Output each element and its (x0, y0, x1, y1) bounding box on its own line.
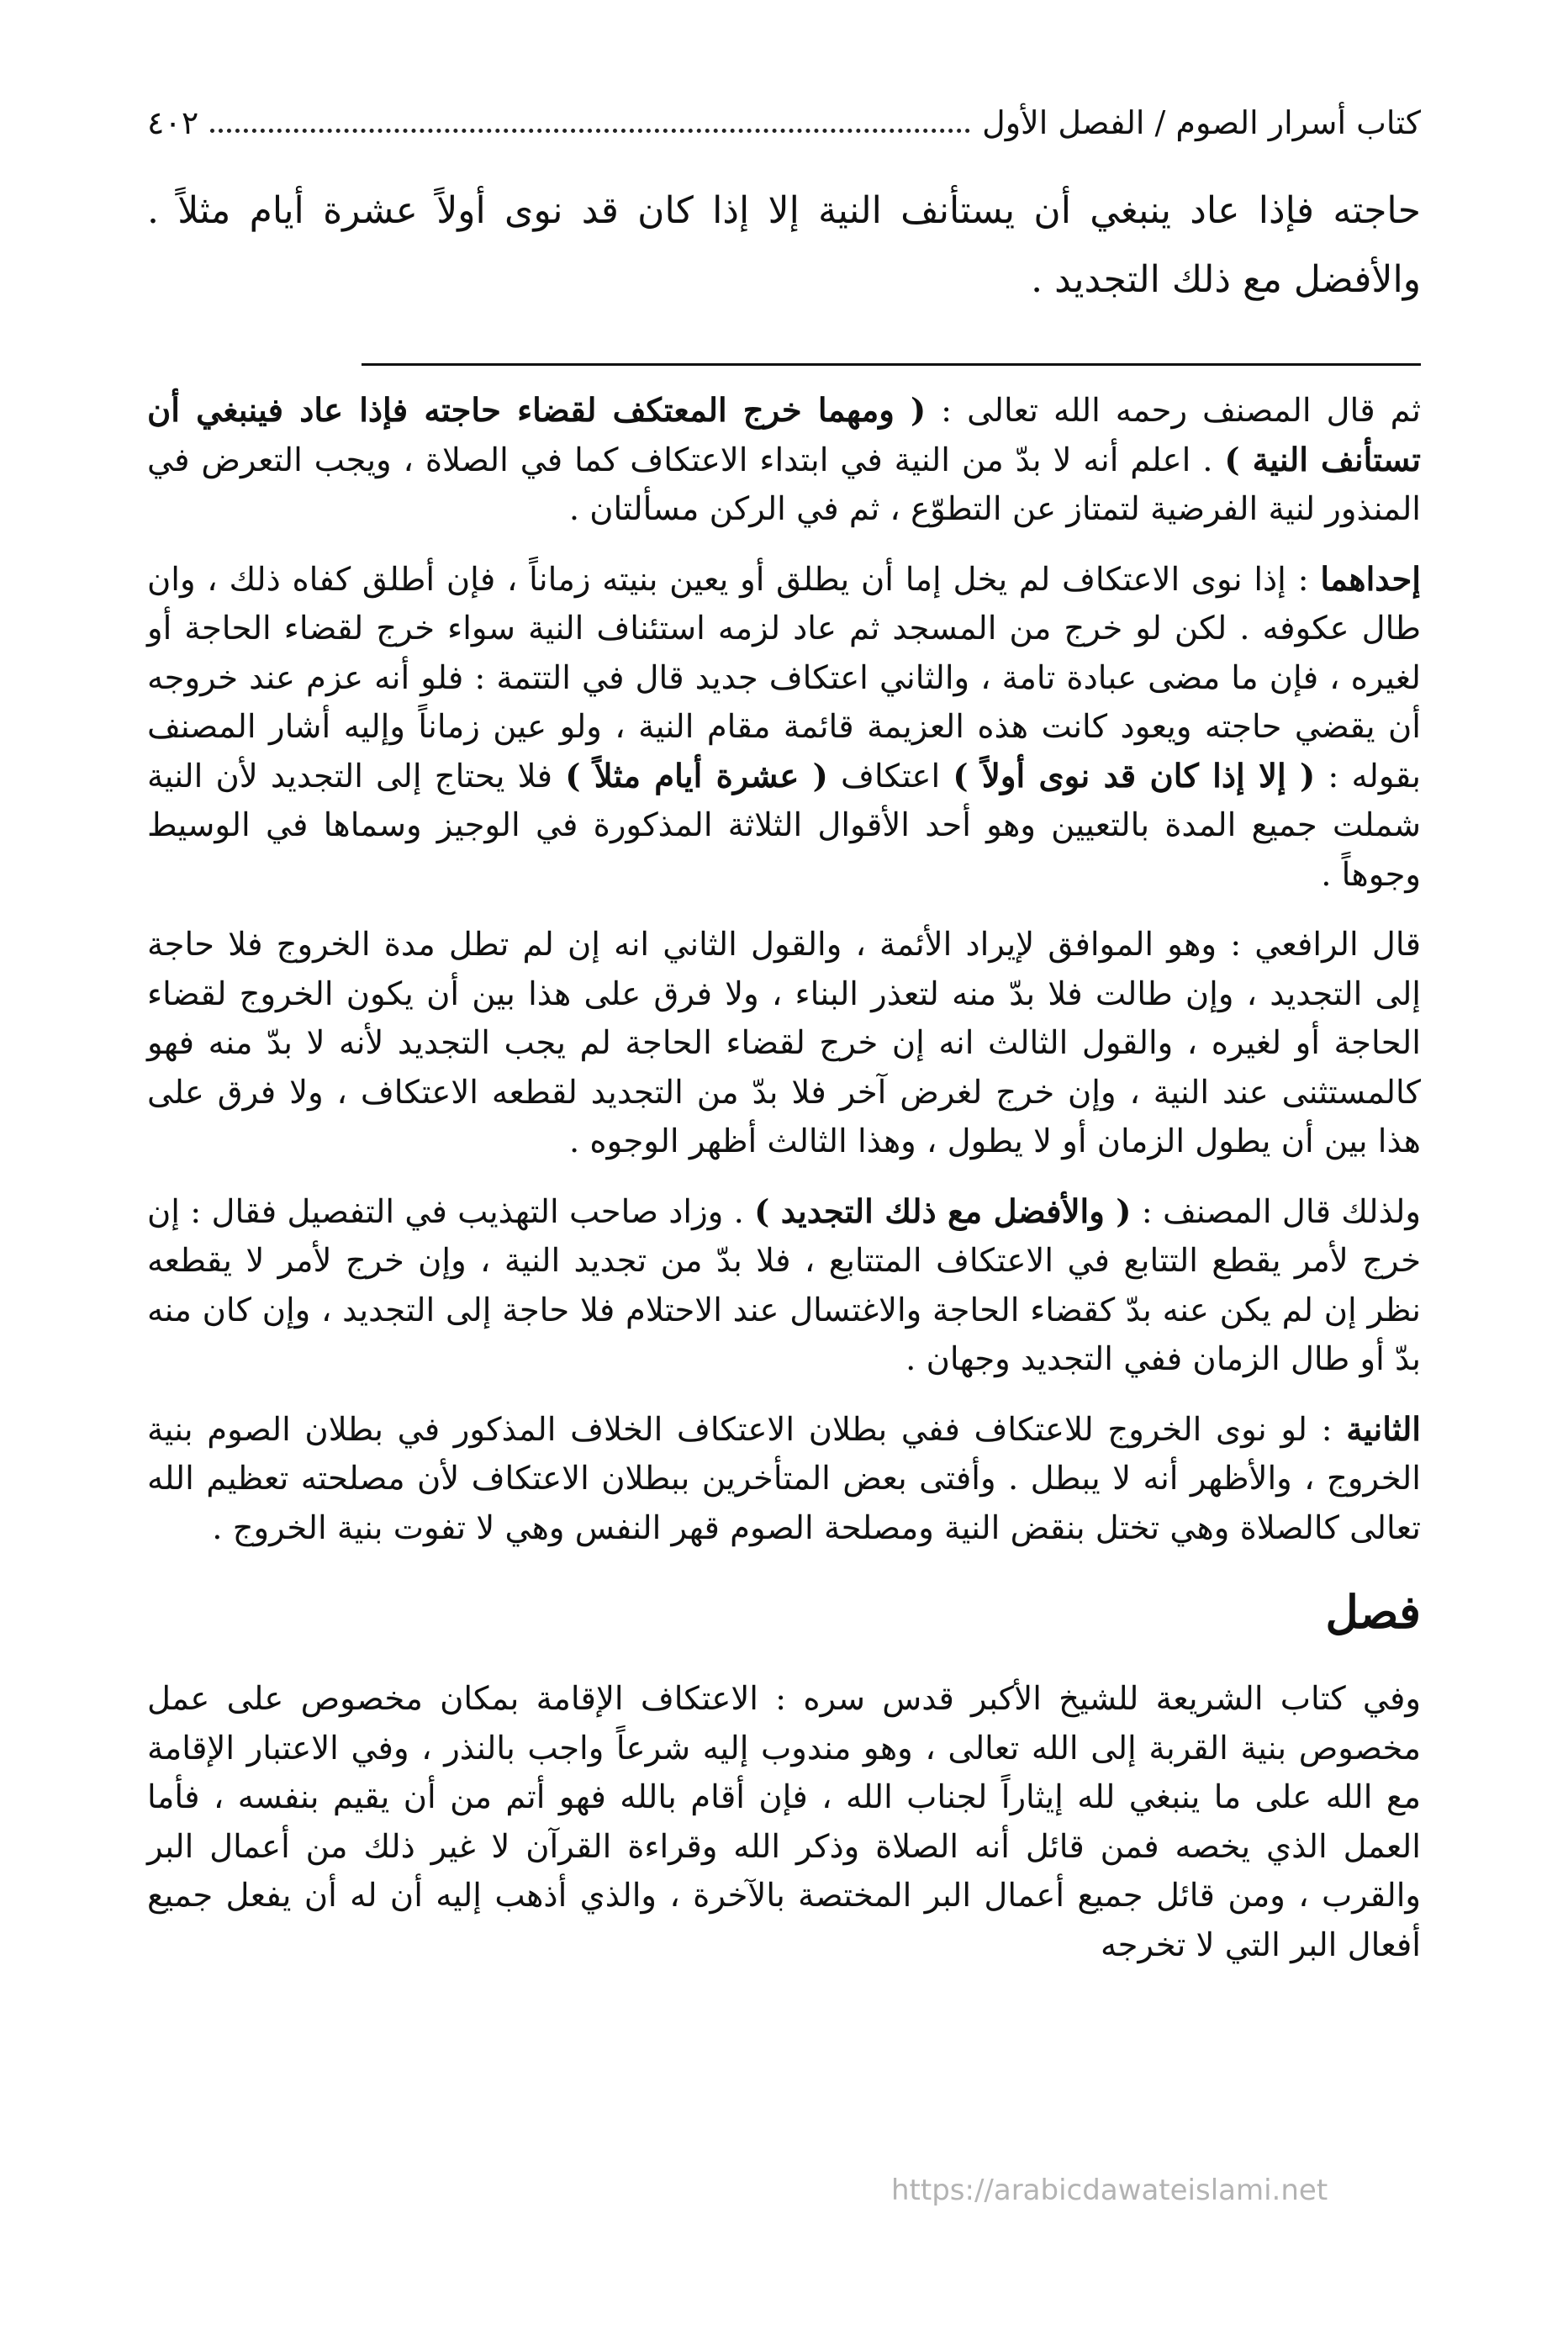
lead-word: الثانية (1346, 1410, 1421, 1449)
watermark-url: https://arabicdawateislami.net (891, 2174, 1328, 2207)
quoted-matn: ( والأفضل مع ذلك التجديد ) (754, 1192, 1132, 1231)
paragraph-text: فلا يحتاج إلى التجديد لأن النية شملت جميع المدة بالتعيين وهو أحد الأقوال الثلاثة المذكورة في الوجيز وسماها في الوسيط وجوهاً . (147, 757, 1421, 894)
quoted-matn: ( عشرة أيام مثلاً ) (565, 757, 828, 795)
paragraph-text: : لو نوى الخروج للاعتكاف ففي بطلان الاعتكاف الخلاف المذكور في بطلان الصوم بنية الخروج ، والأظهر أنه لا يبطل . وأفتى بعض المتأخرين ببطلان الاعتكاف لأن مصلحته تعظيم الله تعالى كالصلاة وهي تختل بنقض النية ومصلحة الصوم قهر النفس وهي لا تفوت بنية الخروج . (147, 1410, 1421, 1547)
paragraph-text: وفي كتاب الشريعة للشيخ الأكبر قدس سره : الاعتكاف الإقامة بمكان مخصوص على عمل مخصوص بنية القربة إلى الله تعالى ، وهو مندوب إليه شرعاً واجب بالنذر ، وفي الاعتبار الإقامة مع الله على ما ينبغي لله إيثاراً لجناب الله ، فإن أقام بالله فهو أتم من أن يقيم بنفسه ، فأما العمل الذي يخصه فمن قائل أنه الصلاة وذكر الله وقراءة القرآن لا غير ذلك من أعمال البر والقرب ، ومن قائل جميع أعمال البر المختصة بالآخرة ، والذي أذهب إليه أن له أن يفعل جميع أفعال البر التي لا تخرجه (147, 1680, 1421, 1964)
footnote-separator (362, 363, 1421, 366)
section-heading: فصل (1325, 1585, 1421, 1639)
quoted-matn: ( ومهما خرج المعتكف لقضاء حاجته فإذا عاد فينبغي أن تستأنف النية ) (147, 392, 1421, 479)
page-number: ٤٠٢ (147, 104, 199, 142)
paragraph-text: : إذا نوى الاعتكاف لم يخل إما أن يطلق أو يعين بنيته زماناً ، فإن أطلق كفاه ذلك ، وان طال عكوفه . لكن لو خرج من المسجد ثم عاد لزمه استئناف النية سواء خرج لقضاء الحاجة أو لغيره ، فإن ما مضى عبادة تامة ، والثاني اعتكاف جديد قال في التتمة : فلو أنه عزم عند خروجه أن يقضي حاجته ويعود كانت هذه العزيمة قائمة مقام النية ، ولو عين زماناً وإليه أشار المصنف بقوله : (147, 560, 1422, 795)
paragraph-text: ولذلك قال المصنف : (1131, 1192, 1421, 1231)
running-header (147, 84, 1421, 143)
commentary-paragraph-3 (147, 921, 1421, 1167)
commentary-paragraph-2 (147, 556, 1421, 901)
header-title: كتاب أسرار الصوم / الفصل الأول (982, 104, 1421, 142)
paragraph-text: اعتكاف (827, 757, 953, 795)
paragraph-text: . اعلم أنه لا بدّ من النية في ابتداء الاعتكاف كما في الصلاة ، ويجب التعرض في المنذور لنية الفرضية لتمتاز عن التطوّع ، ثم في الركن مسألتان . (147, 441, 1421, 528)
paragraph-text: قال الرافعي : وهو الموافق لإيراد الأئمة ، والقول الثاني انه إن لم تطل مدة الخروج فلا حاجة إلى التجديد ، وإن طالت فلا بدّ منه لتعذر البناء ، ولا فرق على هذا بين أن يكون الخروج لقضاء الحاجة أو لغيره ، والقول الثالث انه إن خرج لقضاء الحاجة لم يجب التجديد لأنه لا بدّ منه فهو كالمستثنى عند النية ، وإن خرج لغرض آخر فلا بدّ من التجديد لقطعه الاعتكاف ، ولا فرق على هذا بين أن يطول الزمان أو لا يطول ، وهذا الثالث أظهر الوجوه . (147, 926, 1421, 1160)
main-text-paragraph: حاجته فإذا عاد ينبغي أن يستأنف النية إلا إذا كان قد نوى أولاً عشرة أيام مثلاً . والأفضل مع ذلك التجديد . (147, 189, 1421, 301)
lead-word: إحداهما (1320, 560, 1422, 599)
header-dot-leader (210, 129, 970, 133)
quoted-matn: ( إلا إذا كان قد نوى أولاً ) (953, 757, 1316, 795)
paragraph-text: . وزاد صاحب التهذيب في التفصيل فقال : إن خرج لأمر يقطع التتابع في الاعتكاف المتتابع ، فلا بدّ من تجديد النية ، وإن خرج لأمر لا يقطعه نظر إن لم يكن عنه بدّ كقضاء الحاجة والاغتسال عند الاحتلام فلا حاجة إلى التجديد ، وإن كان منه بدّ أو طال الزمان ففي التجديد وجهان . (147, 1192, 1421, 1378)
commentary-paragraph-4 (147, 1188, 1421, 1385)
main-text (147, 177, 1421, 314)
commentary (147, 387, 1421, 1991)
paragraph-text: ثم قال المصنف رحمه الله تعالى : (926, 392, 1421, 430)
commentary-paragraph-6 (147, 1675, 1421, 1970)
commentary-paragraph-5 (147, 1406, 1421, 1554)
commentary-paragraph-1 (147, 387, 1421, 535)
